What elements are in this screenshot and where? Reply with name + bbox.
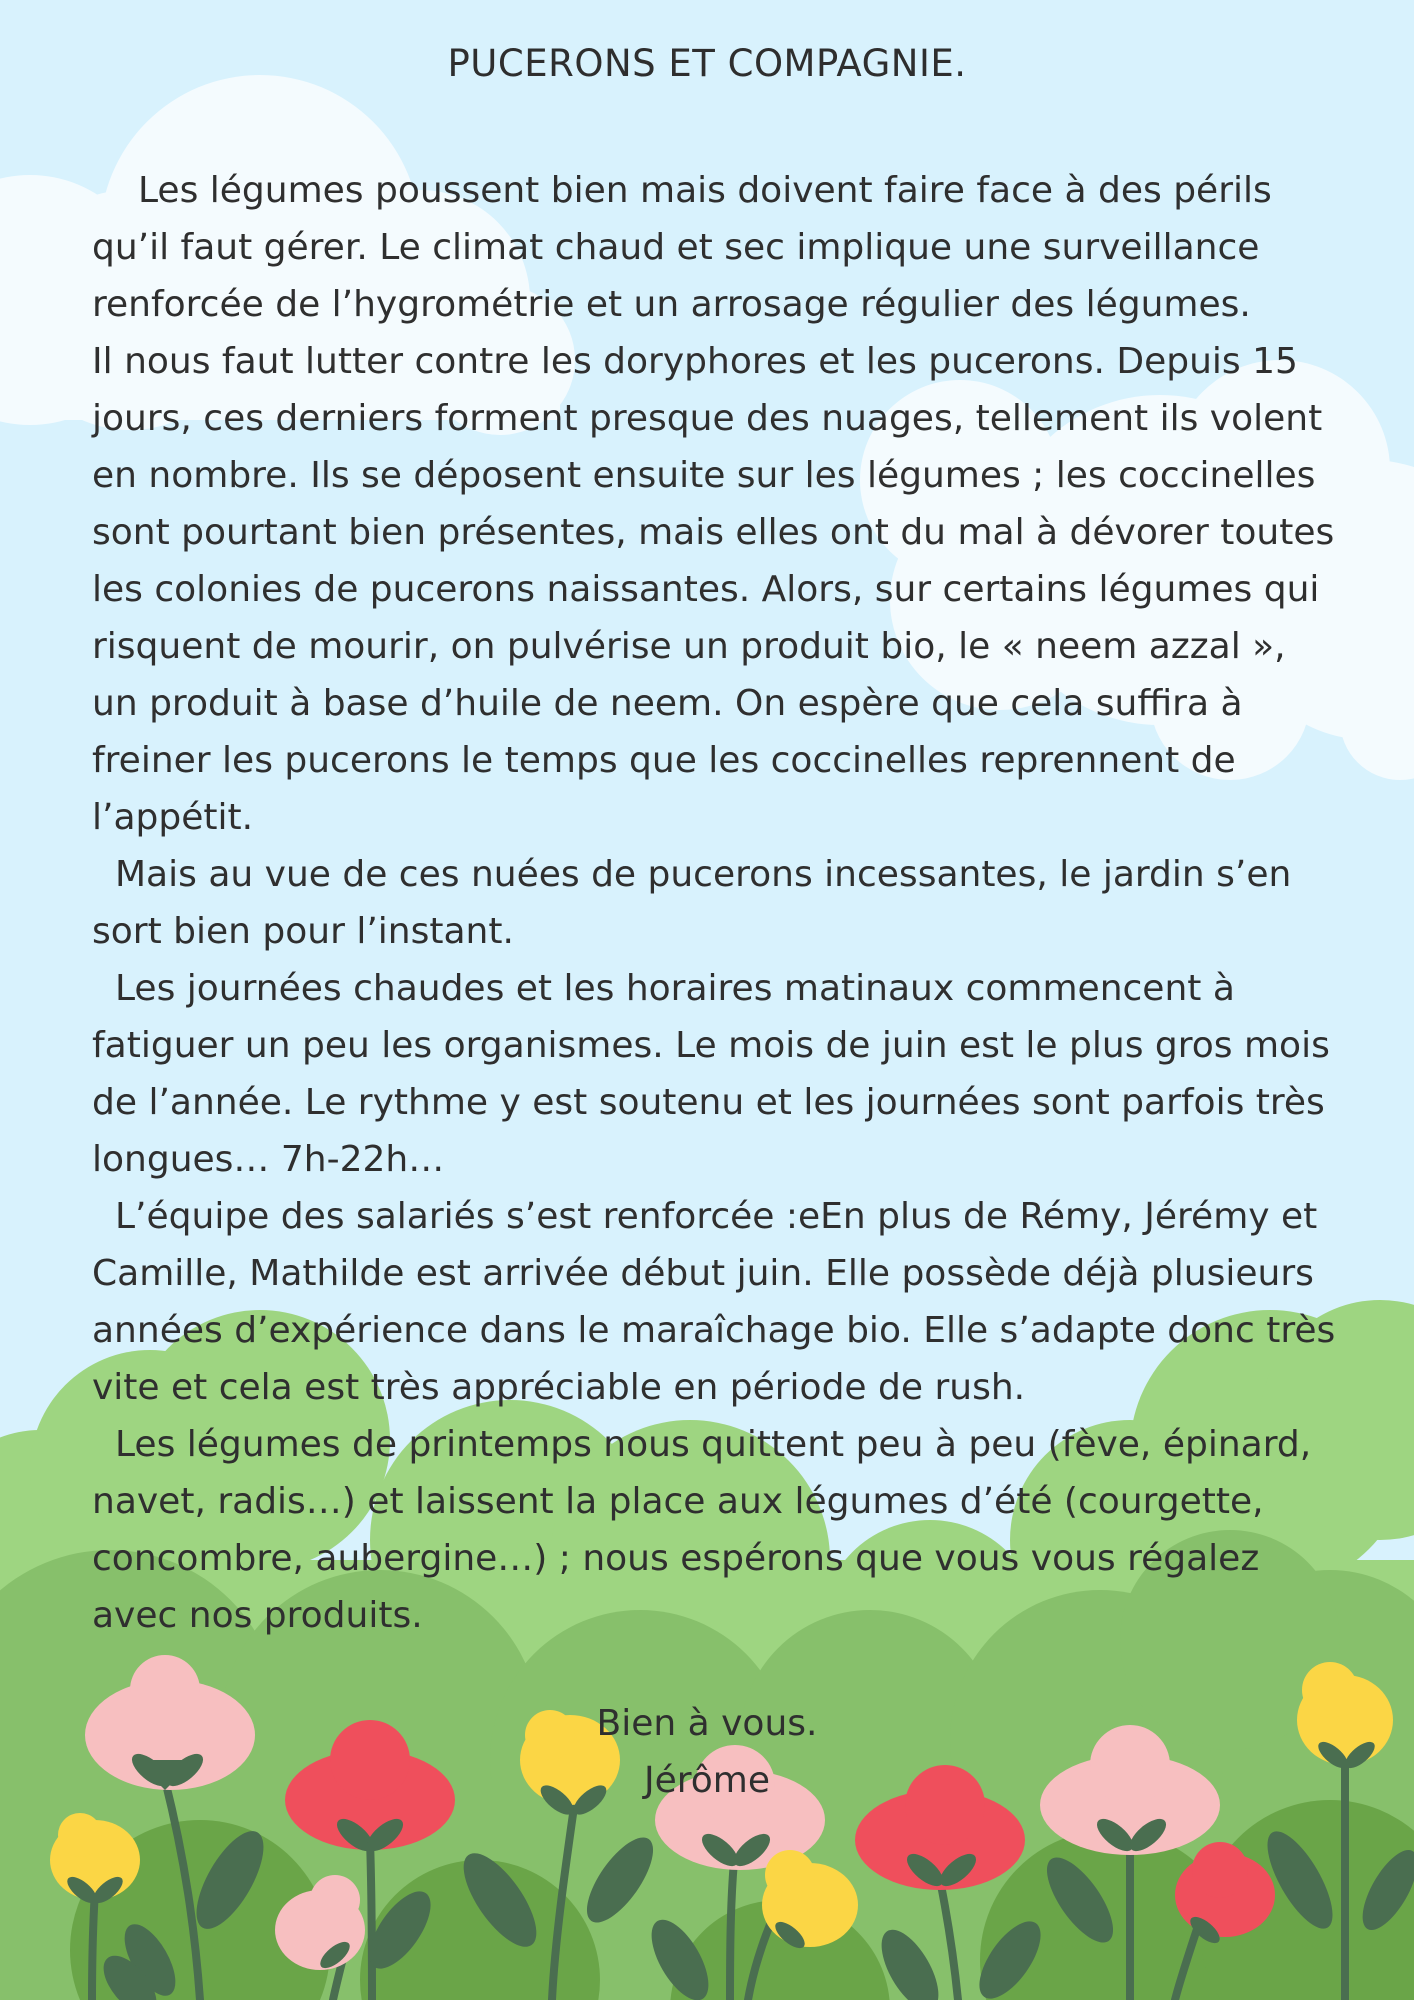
paragraph-6: Les légumes de printemps nous quittent peu à peu (fève, épinard, navet, radis…) et laissent la place aux légumes d’été (courgette, concombre, aubergine…) ; nous espérons que vous vous régalez avec nos produits.	[92, 1424, 1312, 1636]
paragraph-5: L’équipe des salariés s’est renforcée :eEn plus de Rémy, Jérémy et Camille, Mathilde est arrivée début juin. Elle possède déjà plusieurs années d’expérience dans le maraîchage bio. Elle s’adapte donc très vite et cela est très appréciable en période de rush.	[92, 1196, 1336, 1408]
closing-greeting: Bien à vous.	[596, 1703, 818, 1744]
signature: Jérôme	[643, 1760, 771, 1801]
paragraph-4: Les journées chaudes et les horaires matinaux commencent à fatiguer un peu les organismes. Le mois de juin est le plus gros mois de l’année. Le rythme y est soutenu et les journées sont parfois très longues… 7h-22h…	[92, 968, 1330, 1180]
paragraph-2: Il nous faut lutter contre les doryphores et les pucerons. Depuis 15 jours, ces derniers forment presque des nuages, tellement ils volent en nombre. Ils se déposent ensuite sur les légumes ; les coccinelles sont pourtant bien présentes, mais elles ont du mal à dévorer toutes les colonies de pucerons naissantes. Alors, sur certains légumes qui risquent de mourir, on pulvérise un produit bio, le « neem azzal », un produit à base d’huile de neem. On espère que cela suffira à freiner les pucerons le temps que les coccinelles reprennent de l’appétit.	[92, 341, 1335, 838]
letter-body	[92, 162, 1342, 1644]
page-title: PUCERONS ET COMPAGNIE.	[447, 42, 967, 85]
paragraph-3: Mais au vue de ces nuées de pucerons incessantes, le jardin s’en sort bien pour l’instant.	[92, 854, 1292, 952]
paragraph-1: Les légumes poussent bien mais doivent faire face à des périls qu’il faut gérer. Le climat chaud et sec implique une surveillance renforcée de l’hygrométrie et un arrosage régulier des légumes.	[92, 170, 1272, 325]
